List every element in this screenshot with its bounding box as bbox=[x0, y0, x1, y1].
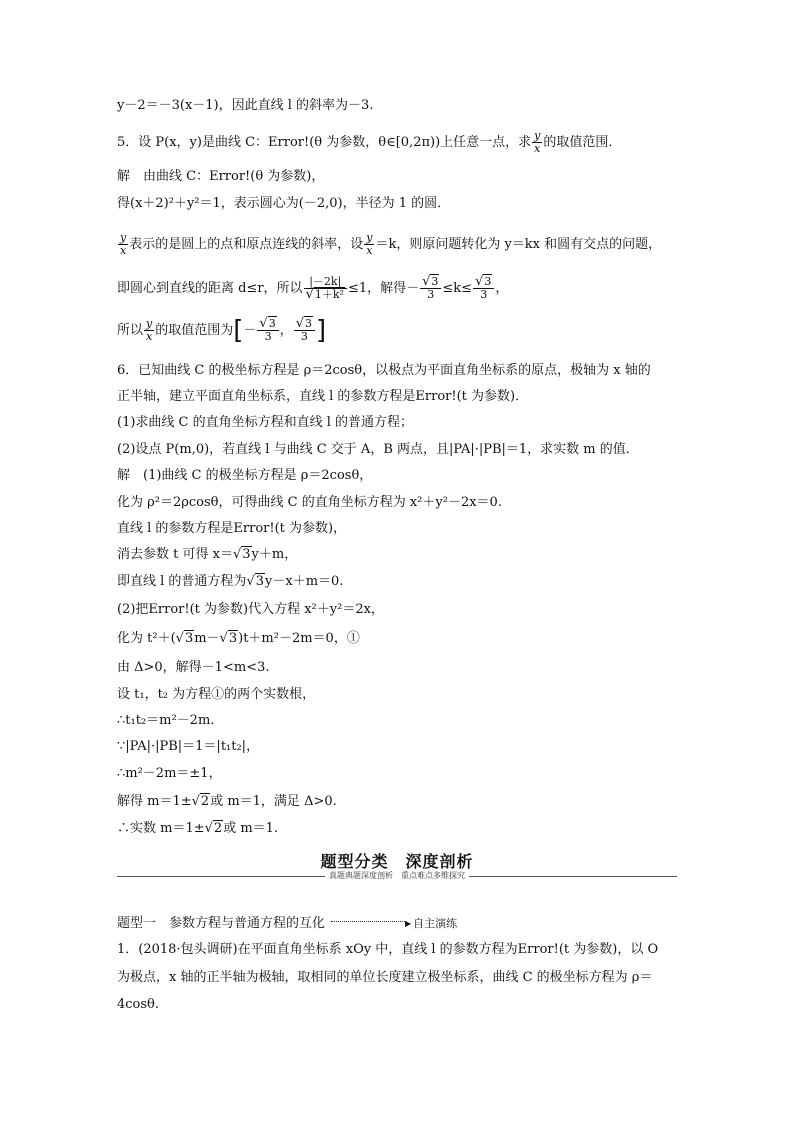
section-subtitle bbox=[117, 870, 677, 881]
fraction-sqrt3-over-3: $\frac{√3}{3}$ bbox=[294, 318, 315, 343]
text-line-delta bbox=[117, 659, 687, 677]
substitute-text: (2)把Error!(t 为参数)代入方程 x²＋y²＝2x， bbox=[117, 602, 384, 617]
right-bracket: ] bbox=[316, 315, 327, 346]
arrow-right-icon: ▶ bbox=[405, 919, 412, 928]
minus-sign: － bbox=[243, 323, 257, 338]
quadratic-text: 化为 t²＋( bbox=[117, 631, 176, 646]
general-text: 即直线 l 的普通方程为 bbox=[117, 574, 247, 589]
text-line-question-1 bbox=[117, 414, 687, 432]
question-1: (1)求曲线 C 的直角坐标方程和直线 l 的普通方程； bbox=[117, 415, 414, 430]
parametric-text: 直线 l 的参数方程是Error!(t 为参数)， bbox=[117, 521, 347, 536]
line-text: y－2＝－3(x－1)，因此直线 l 的斜率为－3. bbox=[117, 98, 374, 113]
quadratic-tail: )t＋m²－2m＝0，① bbox=[238, 631, 360, 646]
text-line-condition bbox=[117, 738, 687, 756]
text-line-problem-6 bbox=[117, 362, 687, 380]
text-line-product bbox=[117, 712, 687, 730]
text-line-parametric bbox=[117, 520, 687, 538]
solution-5-start: 解 由曲线 C：Error!(θ 为参数)， bbox=[117, 169, 325, 184]
text-line-equation bbox=[117, 765, 687, 783]
comma: ， bbox=[279, 323, 293, 338]
distance-tail: ， bbox=[495, 281, 509, 296]
section-title: 题型分类 深度剖析 bbox=[320, 852, 474, 871]
text-line-roots bbox=[117, 686, 687, 704]
sqrt-3: √3 bbox=[232, 547, 251, 562]
exercise-1-text: 1．(2018·包头调研)在平面直角坐标系 xOy 中，直线 l 的参数方程为Error!(t 为参数)，以 O bbox=[117, 942, 659, 957]
fraction-sqrt3-over-3: $\frac{√3}{3}$ bbox=[257, 318, 278, 343]
text-line-answer bbox=[117, 820, 687, 838]
text-line-exercise-1 bbox=[117, 941, 687, 959]
general-tail: y－x＋m＝0. bbox=[265, 574, 344, 589]
eliminate-tail: y＋m， bbox=[251, 547, 298, 562]
quadratic-mid: m－ bbox=[194, 631, 220, 646]
sqrt-3: √3 bbox=[175, 631, 194, 646]
product-text: ∴t₁t₂＝m²－2m. bbox=[117, 713, 215, 728]
fraction-y-over-x: $\frac{y}{x}$ bbox=[534, 129, 541, 155]
text-line-problem-5 bbox=[117, 130, 687, 155]
question-2: (2)设点 P(m,0)，若直线 l 与曲线 C 交于 A，B 两点，且|PA|·|PB|＝1，求实数 m 的值． bbox=[117, 442, 639, 457]
text-line-substitute bbox=[117, 601, 687, 619]
delta-text: 由 Δ>0，解得－1<m<3. bbox=[117, 660, 270, 675]
text-line-solution-5 bbox=[117, 168, 687, 186]
text-line-exercise-1-cont bbox=[117, 969, 687, 987]
equation-text: ∴m²－2m＝±1， bbox=[117, 766, 222, 781]
problem-5-text: 5．设 P(x，y)是曲线 C：Error!(θ 为参数，θ∈[0,2π))上任意一点，求 bbox=[117, 135, 532, 150]
range-text: 所以 bbox=[117, 323, 144, 338]
fraction-y-over-x: $\frac{y}{x}$ bbox=[120, 231, 127, 257]
cartesian-equation: 化为 ρ²＝2ρcosθ，可得曲线 C 的直角坐标方程为 x²＋y²－2x＝0. bbox=[117, 495, 502, 510]
distance-mid: ≤1，解得－ bbox=[347, 281, 420, 296]
solution-6-start: 解 (1)曲线 C 的极坐标方程是 ρ＝2cosθ， bbox=[117, 468, 373, 483]
text-line-circle bbox=[117, 195, 687, 213]
text-line-problem-6-cont bbox=[117, 388, 687, 406]
exercise-1-text-cont: 为极点，x 轴的正半轴为极轴，取相同的单位长度建立极坐标系，曲线 C 的极坐标方程为 ρ＝ bbox=[117, 970, 653, 985]
text-line-slope bbox=[117, 232, 687, 257]
sqrt-3: √3 bbox=[246, 574, 265, 589]
text-line-eliminate bbox=[117, 546, 687, 564]
text-line-general bbox=[117, 573, 687, 591]
left-bracket: [ bbox=[233, 315, 244, 346]
fraction-y-over-x: $\frac{y}{x}$ bbox=[146, 317, 153, 343]
slope-text-tail: ＝k，则原问题转化为 y＝kx 和圆有交点的问题， bbox=[375, 237, 662, 252]
topic-tag: 自主演练 bbox=[413, 917, 458, 930]
sqrt-2: √2 bbox=[191, 794, 210, 809]
text-line-question-2 bbox=[117, 441, 687, 459]
slope-text: 表示的是圆上的点和原点连线的斜率，设 bbox=[129, 237, 364, 252]
fraction-sqrt3-over-3: $\frac{√3}{3}$ bbox=[420, 276, 441, 301]
range-text-mid: 的取值范围为 bbox=[155, 323, 234, 338]
topic-label: 题型一 参数方程与普通方程的互化 bbox=[117, 916, 326, 931]
exercise-1-text-end: 4cosθ. bbox=[117, 997, 160, 1012]
problem-6-text: 6．已知曲线 C 的极坐标方程是 ρ＝2cosθ，以极点为平面直角坐标系的原点，极轴为 x 轴的 bbox=[117, 363, 651, 378]
problem-5-tail: 的取值范围． bbox=[543, 135, 622, 150]
roots-text: 设 t₁，t₂ 为方程①的两个实数根， bbox=[117, 687, 316, 702]
sqrt-2: √2 bbox=[204, 821, 223, 836]
fraction-distance: $\frac{|-2k|}{\text{√1＋k²}}$ bbox=[304, 276, 347, 301]
text-line-1 bbox=[117, 97, 687, 115]
text-line-exercise-1-end bbox=[117, 996, 687, 1014]
section-subtitle-text: 真题典题深度剖析 重点难点多维探究 bbox=[325, 871, 469, 880]
text-line-solution-6 bbox=[117, 467, 687, 485]
solve-tail: 或 m＝1，满足 Δ>0. bbox=[210, 794, 337, 809]
solve-text: 解得 m＝1± bbox=[117, 794, 192, 809]
circle-equation: 得(x＋2)²＋y²＝1，表示圆心为(－2,0)，半径为 1 的圆． bbox=[117, 196, 451, 211]
distance-ineq: ≤k≤ bbox=[442, 281, 473, 296]
text-line-range bbox=[117, 315, 687, 346]
eliminate-text: 消去参数 t 可得 x＝ bbox=[117, 547, 233, 562]
text-line-cartesian bbox=[117, 494, 687, 512]
fraction-y-over-x: $\frac{y}{x}$ bbox=[366, 231, 373, 257]
answer-tail: 或 m＝1. bbox=[223, 821, 279, 836]
dotted-leader bbox=[331, 921, 405, 922]
problem-6-text-cont: 正半轴，建立平面直角坐标系，直线 l 的参数方程是Error!(t 为参数)． bbox=[117, 389, 529, 404]
fraction-sqrt3-over-3: $\frac{√3}{3}$ bbox=[473, 276, 494, 301]
distance-text: 即圆心到直线的距离 d≤r，所以 bbox=[117, 281, 303, 296]
text-line-quadratic bbox=[117, 630, 687, 648]
text-line-solve bbox=[117, 793, 687, 811]
sqrt-3: √3 bbox=[219, 631, 238, 646]
answer-text: ∴实数 m＝1± bbox=[117, 821, 205, 836]
topic-heading bbox=[117, 912, 457, 931]
condition-text: ∵|PA|·|PB|＝1＝|t₁t₂|， bbox=[117, 739, 260, 754]
text-line-distance bbox=[117, 276, 687, 301]
